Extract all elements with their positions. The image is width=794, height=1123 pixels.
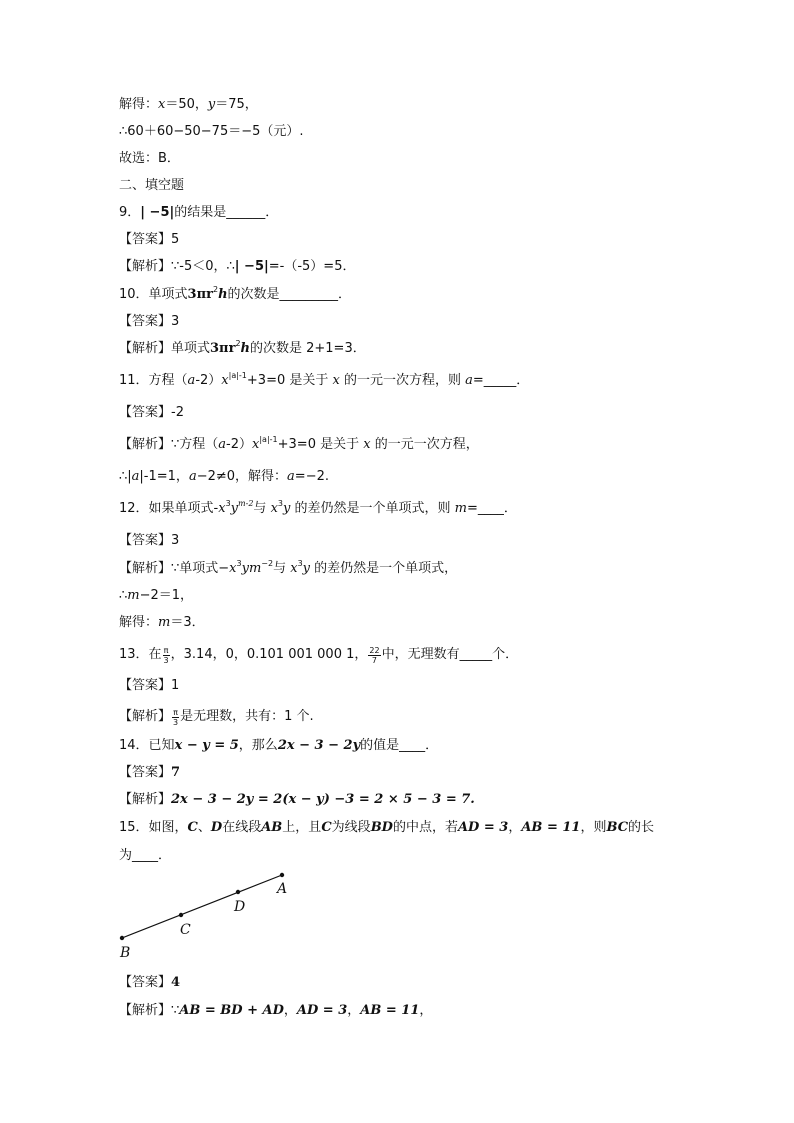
label-A: A xyxy=(277,881,288,897)
point-A xyxy=(280,873,284,877)
q9-question: 9．| −5|的结果是______． xyxy=(119,205,279,220)
point-C xyxy=(179,913,183,917)
q14-explanation: 【解析】2x − 3 − 2y = 2(x − y) −3 = 2 × 5 − 3 = 7. xyxy=(119,792,475,807)
q11-question: 11．方程$(a-2)x^{|a|-1}+3=0$ 是关于 x 的一元一次方程，则 a=_____． xyxy=(119,371,530,388)
q10-answer: 【答案】3 xyxy=(119,314,180,329)
line-choice: 故选：B． xyxy=(119,151,180,166)
label-D: D xyxy=(234,899,246,915)
q15-question-2: 为____． xyxy=(119,848,172,863)
q12-answer: 【答案】3 xyxy=(119,533,180,548)
q9-explanation: 【解析】∵-5＜0，∴| −5|=-（-5）=5． xyxy=(119,259,356,274)
q15-question: 15．如图，C、D在线段AB上，且C为线段BD的中点，若AD = 3，AB = 11，则BC的长 xyxy=(119,820,655,835)
fraction: $\frac{\pi}{3}$ xyxy=(173,708,179,727)
q13-question: 13．在 $\frac{\pi}{3}$ ，3.14，0，0.101 001 000 1， $\frac{22}{7}$ 中，无理数有_____个． xyxy=(119,646,519,665)
q15-answer: 【答案】4 xyxy=(119,975,181,990)
q14-answer: 【答案】7 xyxy=(119,765,181,780)
q14-question: 14．已知x − y = 5，那么2x − 3 − 2y的值是____． xyxy=(119,738,439,753)
q11-explanation: 【解析】∵方程$(a-2)x^{|a|-1}+3=0$ 是关于 x 的一元一次方程， xyxy=(119,435,479,452)
fraction: $\frac{\pi}{3}$ xyxy=(163,646,169,665)
q12-question: 12．如果单项式$-x^3y^{m-2}$与 $x^3y$ 的差仍然是一个单项式，则 m=____． xyxy=(119,499,517,516)
q15-explanation: 【解析】∵AB = BD + AD，AD = 3，AB = 11， xyxy=(119,1003,433,1018)
q12-explanation-3: 解得：m＝3． xyxy=(119,615,205,630)
fraction: $\frac{22}{7}$ xyxy=(369,646,380,665)
q13-explanation: 【解析】 $\frac{\pi}{3}$ 是无理数，共有：1 个. xyxy=(119,708,314,727)
q10-question: 10．单项式$3\pi r^2h$的次数是_________． xyxy=(119,285,352,302)
q12-explanation: 【解析】∵单项式$-x^3ym^{-2}$与 $x^3y$ 的差仍然是一个单项式， xyxy=(119,559,458,576)
line-result: ∴60＋60−50−75＝−5（元）. xyxy=(119,124,304,139)
q11-answer: 【答案】-2 xyxy=(119,405,184,420)
label-C: C xyxy=(180,922,191,938)
q12-explanation-2: ∴m−2＝1， xyxy=(119,588,194,603)
segment-figure xyxy=(112,865,302,965)
segment-line xyxy=(122,875,282,938)
q11-explanation-2: ∴|a|-1=1，a−2≠0，解得：a=−2. xyxy=(119,469,329,484)
q13-answer: 【答案】1 xyxy=(119,678,180,693)
q10-explanation: 【解析】单项式$3\pi r^2h$的次数是 2+1=3． xyxy=(119,339,366,356)
section-heading: 二、填空题 xyxy=(119,178,185,193)
point-D xyxy=(236,890,240,894)
line-solve: 解得：x＝50，y＝75， xyxy=(119,97,258,112)
label-B: B xyxy=(120,945,131,961)
q9-answer: 【答案】5 xyxy=(119,232,180,247)
point-B xyxy=(120,936,124,940)
